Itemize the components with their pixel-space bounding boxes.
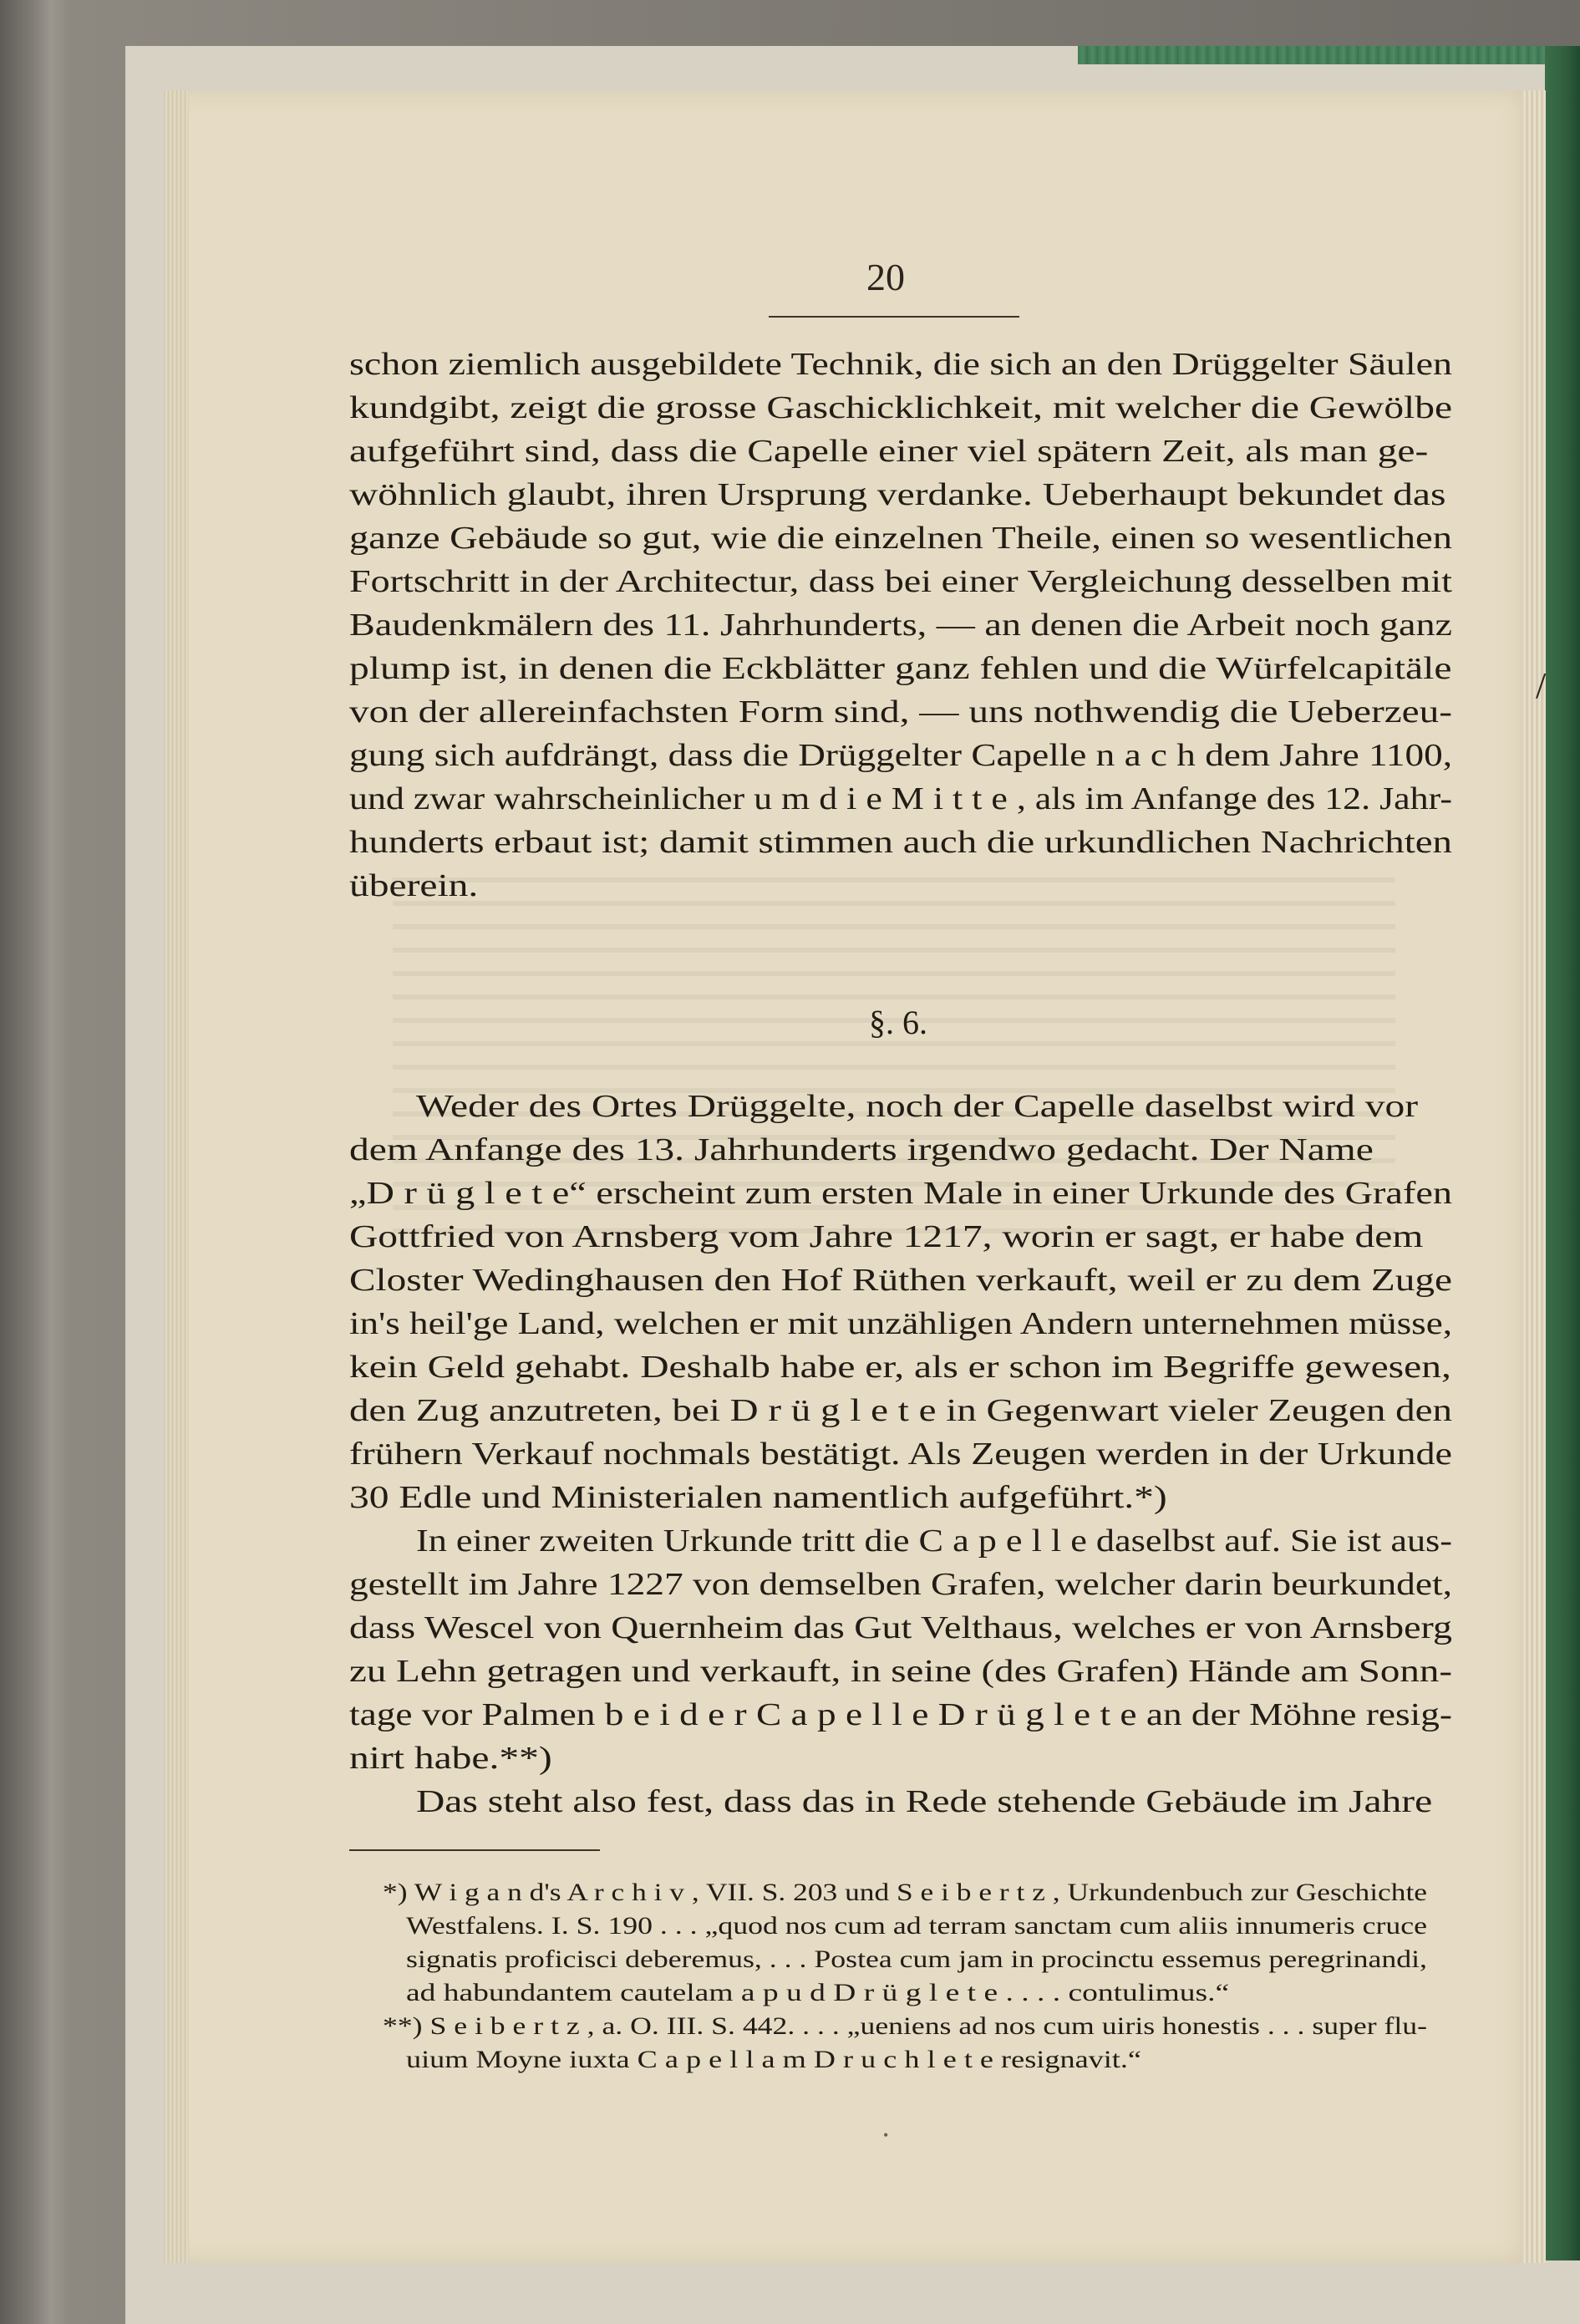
text-line: nirt habe.**): [349, 1741, 552, 1776]
text-line: dass Wescel von Quernheim das Gut Velthaus, welches er von Arnsberg: [349, 1610, 1452, 1645]
footnote-rule: [349, 1849, 600, 1851]
dot-mark: •: [883, 2127, 889, 2143]
text-line: dem Anfange des 13. Jahrhunderts irgendwo gedacht. Der Name: [349, 1132, 1374, 1167]
text-line: Weder des Ortes Drüggelte, noch der Capelle daselbst wird vor: [416, 1089, 1419, 1124]
text-line: den Zug anzutreten, bei D r ü g l e t e in Gegenwart vieler Zeugen den: [349, 1393, 1452, 1428]
text-line: In einer zweiten Urkunde tritt die C a p e l l e daselbst auf. Sie ist aus-: [416, 1523, 1452, 1559]
left-page-edges: [164, 90, 189, 2263]
text-line: Das steht also fest, dass das in Rede stehende Gebäude im Jahre: [416, 1784, 1433, 1819]
text-line: Fortschritt in der Architectur, dass bei einer Vergleichung desselben mit: [349, 564, 1452, 599]
right-page-edges: [1522, 90, 1546, 2263]
text-line: frühern Verkauf nochmals bestätigt. Als Zeugen werden in der Urkunde: [349, 1437, 1452, 1472]
text-line: hunderts erbaut ist; damit stimmen auch die urkundlichen Nachrichten: [349, 825, 1452, 860]
text-line: aufgeführt sind, dass die Capelle einer viel spätern Zeit, als man ge-: [349, 434, 1429, 469]
text-line: „D r ü g l e t e“ erscheint zum ersten Male in einer Urkunde des Grafen: [349, 1176, 1452, 1211]
text-line: Baudenkmälern des 11. Jahrhunderts, — an denen die Arbeit noch ganz: [349, 608, 1452, 643]
margin-mark: /: [1536, 665, 1547, 706]
footnote-line: Westfalens. I. S. 190 . . . „quod nos cum ad terram sanctam cum aliis innumeris cruce: [406, 1912, 1427, 1940]
text-line: überein.: [349, 868, 479, 903]
footnote-line: **) S e i b e r t z , a. O. III. S. 442. . . . „ueniens ad nos cum uiris honestis . . . super flu-: [383, 2012, 1427, 2040]
text-line: tage vor Palmen b e i d e r C a p e l l e D r ü g l e t e an der Möhne resig-: [349, 1697, 1452, 1732]
footnotes: [383, 1876, 1427, 2085]
footnote-line: uium Moyne iuxta C a p e l l a m D r u c h l e t e resignavit.“: [406, 2046, 1141, 2073]
text-line: ganze Gebäude so gut, wie die einzelnen Theile, einen so wesentlichen: [349, 521, 1452, 556]
text-line: wöhnlich glaubt, ihren Ursprung verdanke. Ueberhaupt bekundet das: [349, 477, 1446, 512]
text-line: zu Lehn getragen und verkauft, in seine (des Grafen) Hände am Sonn-: [349, 1654, 1452, 1689]
footnote-line: *) W i g a n d's A r c h i v , VII. S. 203 und S e i b e r t z , Urkundenbuch zur Geschichte: [383, 1879, 1427, 1906]
text-line: gung sich aufdrängt, dass die Drüggelter Capelle n a c h dem Jahre 1100,: [349, 738, 1452, 773]
footnote-line: signatis proficisci deberemus, . . . Postea cum jam in procinctu essemus peregrinandi,: [406, 1945, 1427, 1973]
text-line: gestellt im Jahre 1227 von demselben Grafen, welcher darin beurkundet,: [349, 1567, 1452, 1602]
text-line: und zwar wahrscheinlicher u m d i e M i t t e , als im Anfange des 12. Jahr-: [349, 781, 1452, 816]
green-cloth-top: [1078, 46, 1546, 64]
text-line: kein Geld gehabt. Deshalb habe er, als er schon im Begriffe gewesen,: [349, 1350, 1451, 1385]
opening-paragraph: [349, 343, 1452, 919]
header-rule: [769, 316, 1019, 318]
text-line: Gottfried von Arnsberg vom Jahre 1217, worin er sagt, er habe dem: [349, 1219, 1424, 1254]
text-line: plump ist, in denen die Eckblätter ganz fehlen und die Würfelcapitäle: [349, 651, 1452, 686]
section-6-text: [349, 1085, 1452, 1828]
footnote-line: ad habundantem cautelam a p u d D r ü g l e t e . . . . contulimus.“: [406, 1979, 1230, 2006]
text-line: Closter Wedinghausen den Hof Rüthen verkauft, weil er zu dem Zuge: [349, 1263, 1452, 1298]
text-line: in's heil'ge Land, welchen er mit unzähligen Andern unternehmen müsse,: [349, 1306, 1452, 1341]
text-line: kundgibt, zeigt die grosse Gaschicklichkeit, mit welcher die Gewölbe: [349, 390, 1452, 425]
text-line: von der allereinfachsten Form sind, — uns nothwendig die Ueberzeu-: [349, 694, 1452, 730]
book-cover-edge: [1545, 46, 1580, 2260]
text-line: 30 Edle und Ministerialen namentlich aufgeführt.*): [349, 1480, 1167, 1515]
page-number: 20: [866, 256, 905, 298]
section-title: §. 6.: [869, 1004, 927, 1041]
text-line: schon ziemlich ausgebildete Technik, die sich an den Drüggelter Säulen: [349, 347, 1452, 382]
